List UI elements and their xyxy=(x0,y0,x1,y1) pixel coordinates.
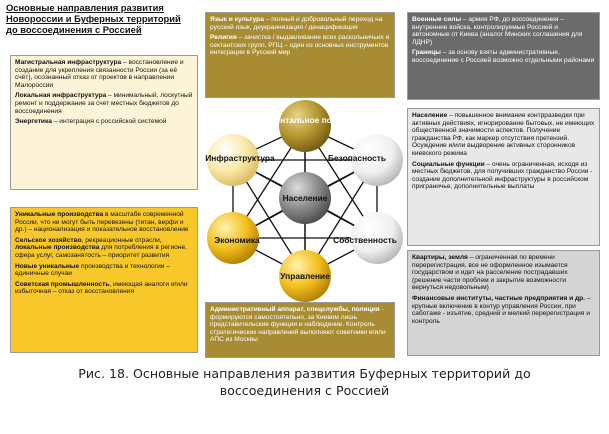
mental-paragraph-2: Религия – зачистка / выдавливание всех раскольничьих и сектантских групп, РПЦ – один из основных инструментов интеграции в Русский мир xyxy=(210,34,390,57)
econ-paragraph-4: Советская промышленность, имеющая аналоги и/или избыточная – отказ от восстановления xyxy=(15,280,188,296)
node-label-economy: Экономика xyxy=(214,235,260,245)
node-label-security: Безопасность xyxy=(327,153,387,163)
social-box xyxy=(407,108,600,246)
mental-field-box xyxy=(205,12,395,98)
node-label-mental: Ментальное поле xyxy=(268,115,342,125)
page-title: Основные направления развития Новороссии и Буферных территорий до воссоединения с Россией xyxy=(6,2,181,35)
security-box xyxy=(407,12,600,100)
mental-paragraph-1: Язык и культура – полный и добровольный переход на русский язык, деукраинизация / денацификация xyxy=(210,16,383,31)
econ-paragraph-3: Новые уникальные производства и технологии – единичные случаи xyxy=(15,262,170,278)
figure-caption: Рис. 18. Основные направления развития Буферных территорий до воссоединения с Россией xyxy=(78,366,531,398)
node-label-property: Собственность xyxy=(333,235,397,245)
infra-paragraph-1: Магистральная инфраструктура – восстановление и создание для укрепления связанности России (за её счёт), осознанный отказ от проектов в направлении Малороссии xyxy=(15,59,184,89)
infra-paragraph-3: Энергетика – интеграция с российской системой xyxy=(15,118,167,126)
property-paragraph-1: Квартиры, земля – ограниченная по времени перерегистрация, все не оформленное изымается государством и идет на расселение пострадавших (решение части проблем и закрытие возможности вернуться недовольным) xyxy=(412,254,568,292)
econ-paragraph-2: Сельское хозяйство, рекреационные отрасли, локальные производства для потребления в регионе, сфера услуг, самозанятость – приоритет развития xyxy=(15,236,187,259)
network-diagram xyxy=(205,98,405,302)
infrastructure-box xyxy=(10,55,198,190)
social-paragraph-1: Население – повышенное внимание контрразведки при активных действиях, игнорирование бытовых, не имеющих общественной значимости аспектов. Получение гражданства РФ, как маркер отсутствия претензий. Осуждение и/или выдворение активных сторонников киевского режима xyxy=(412,112,595,157)
property-box xyxy=(407,250,600,356)
node-label-infrastructure: Инфраструктура xyxy=(205,153,275,163)
property-paragraph-2: Финансовые институты, частные предприятия и др. – крупные включение в контур управления России, при саботаже - изъятие, средний и мелкий перерегистрация и контроль xyxy=(412,294,591,325)
node-label-management: Управление xyxy=(280,271,330,281)
infra-paragraph-2: Локальная инфраструктура – минимальный, лоскутный ремонт и поддержание за счет местных бюджетов до воссоединения xyxy=(15,92,193,115)
security-paragraph-2: Границы – за основу взяты административные, воссоединение с Россией возможно отдельными районами xyxy=(412,49,595,64)
econ-paragraph-1: Уникальные производства в масштабе современной России, что не могут быть перевезены (титан, верфи и др.) – национализация и показательное восстановление xyxy=(15,211,189,234)
security-paragraph-1: Военные силы – армия РФ, до воссоединения – внутренние войска, контролируемые Россией и автономные от Киева (аналог Минских соглашения для ЛДНР) xyxy=(412,16,583,46)
administration-box xyxy=(205,302,395,358)
node-label-center: Население xyxy=(282,193,328,203)
network-nodes xyxy=(205,100,403,302)
node-mental xyxy=(279,100,331,152)
admin-paragraph-1: Административный аппарат, спецслужбы, полиция - формируются самостоятельно, за Киевом лишь представительские функции и наблюдение. Контроль стратегических направлений выполняют советники и/или АПС из Москвы xyxy=(210,306,386,344)
social-paragraph-2: Социальные функции – очень ограниченная, исходя из местных бюджетов, для получивших гражданство России - создание дополнительной инфраструктуры в российском приграничье, дополнительные выплаты xyxy=(412,160,593,191)
economy-box xyxy=(10,207,198,353)
